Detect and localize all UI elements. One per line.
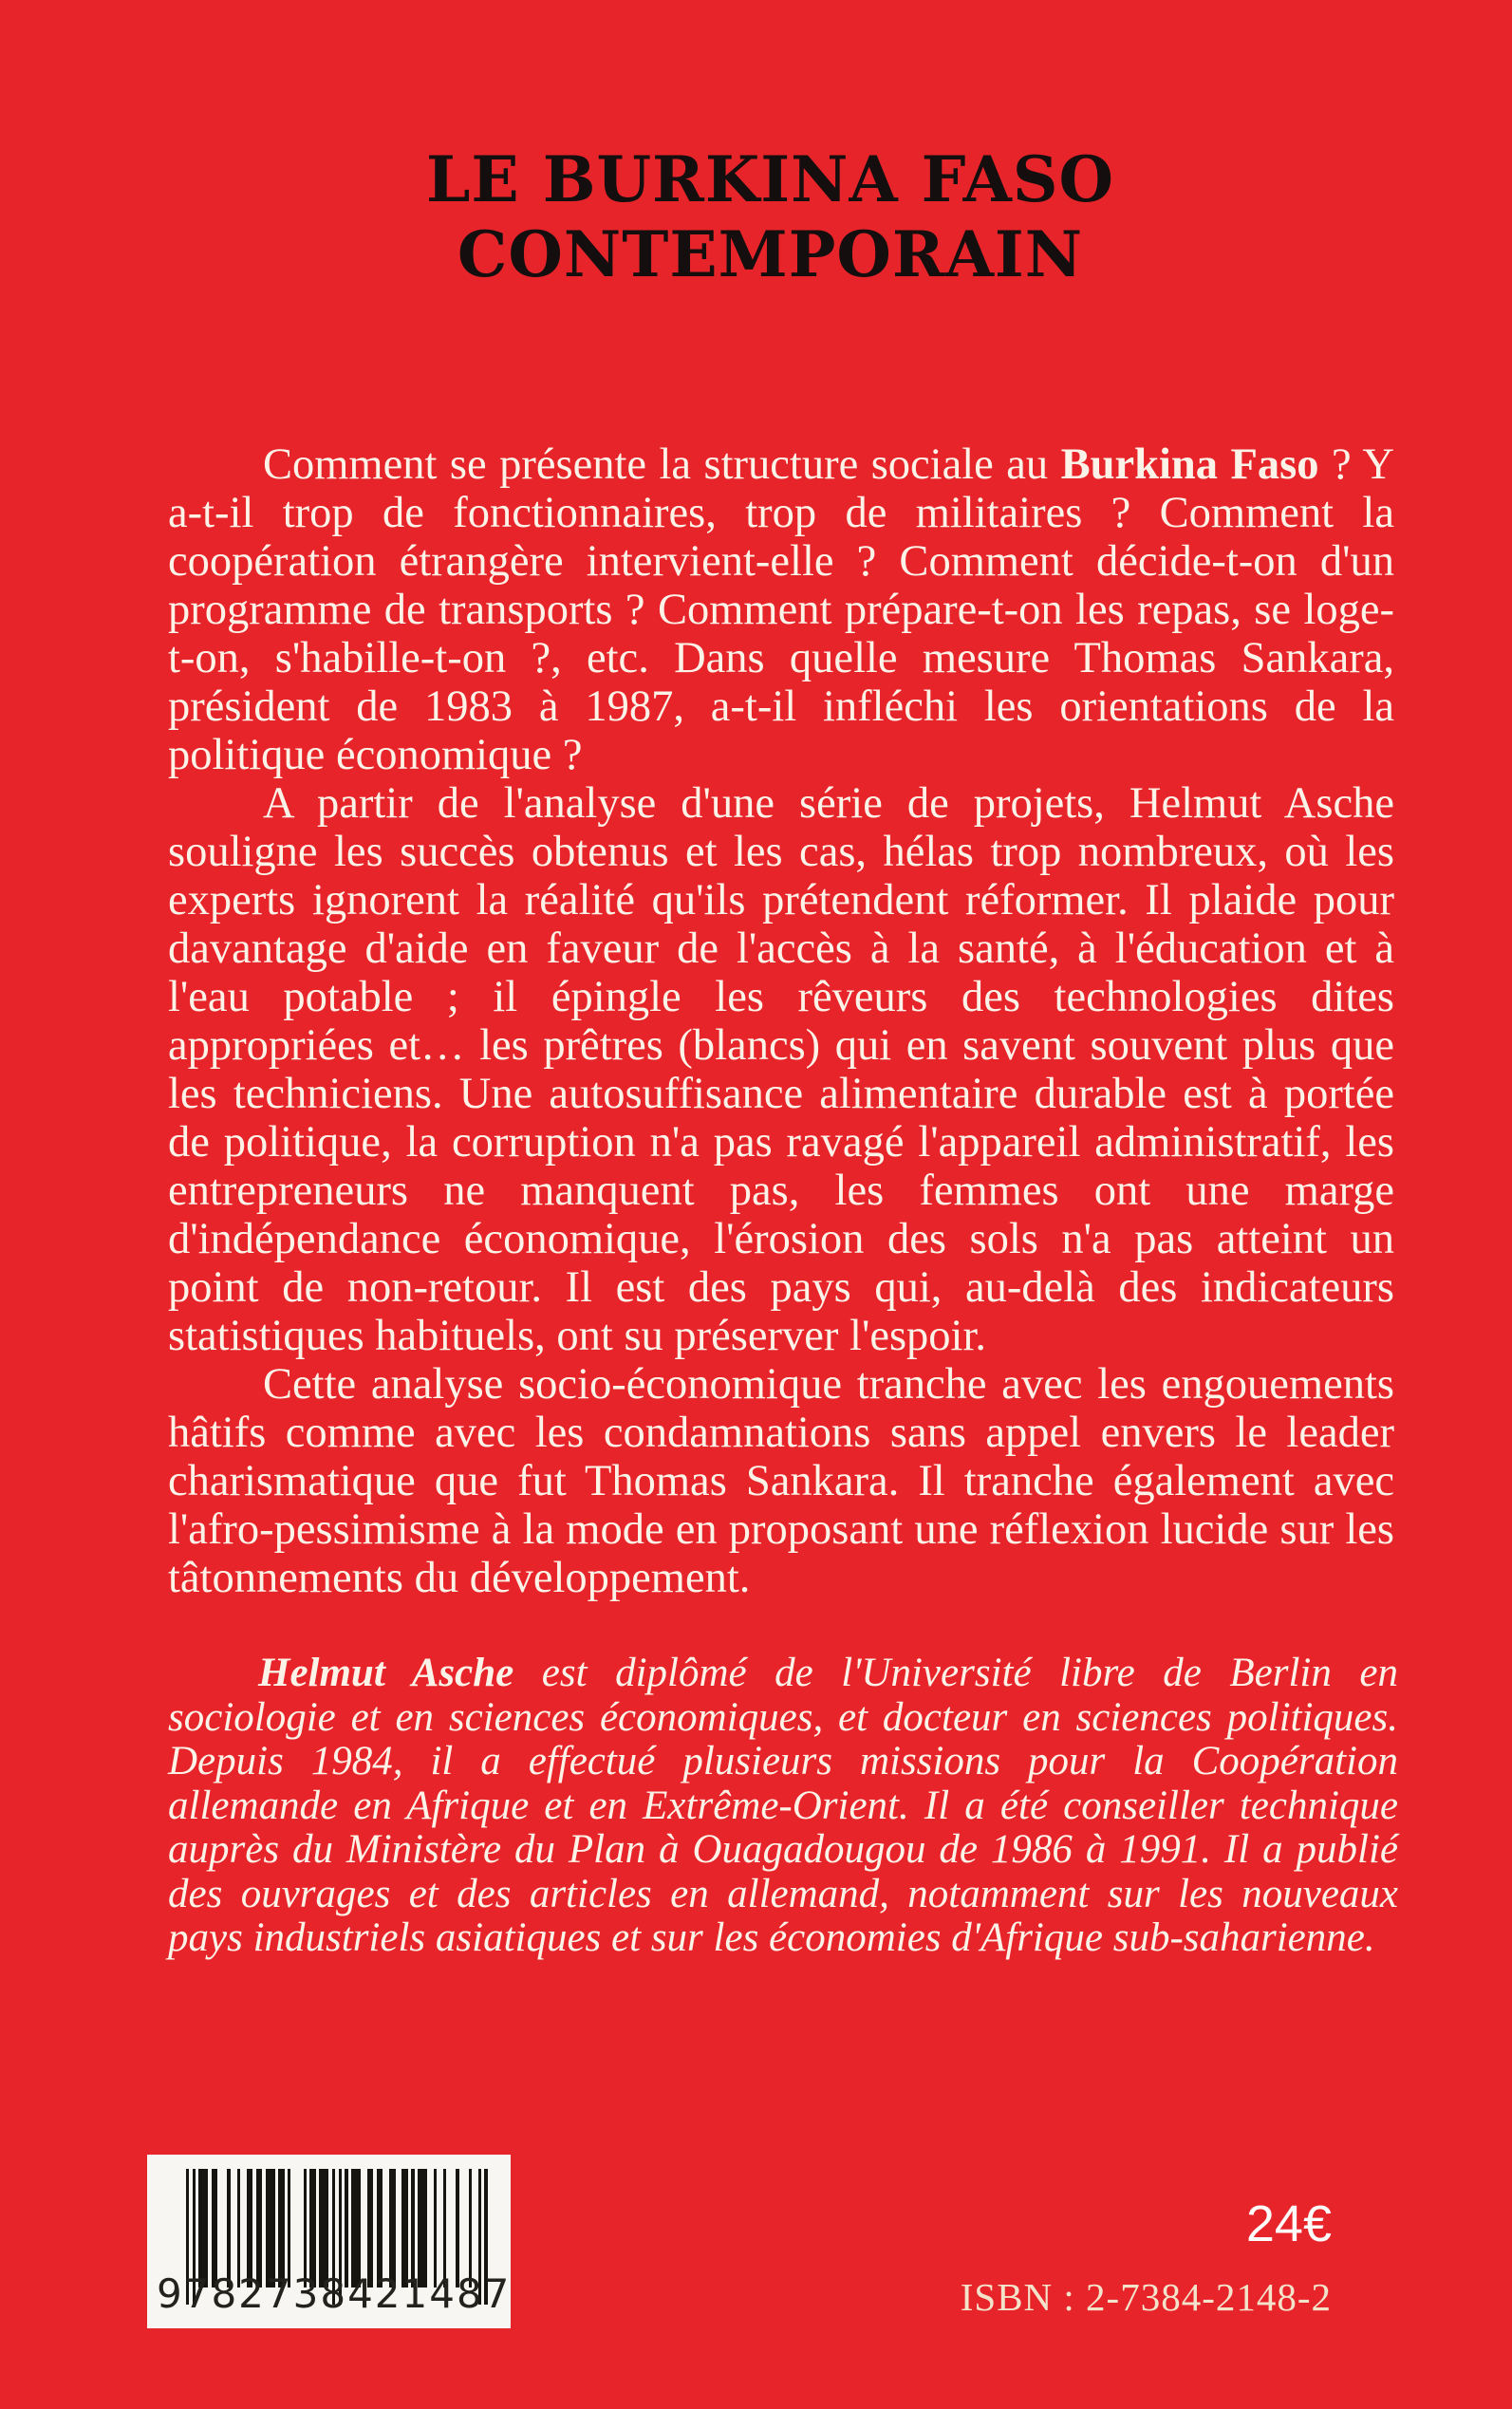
author-name: Helmut Asche bbox=[258, 1651, 514, 1695]
barcode-digits-left: 782738 bbox=[183, 2270, 348, 2317]
synopsis-paragraph-1 bbox=[168, 440, 1394, 779]
isbn-label: ISBN : 2-7384-2148-2 bbox=[960, 2275, 1332, 2319]
barcode bbox=[147, 2155, 511, 2328]
book-title-line1: LE BURKINA FASO bbox=[426, 142, 1114, 216]
synopsis bbox=[168, 440, 1394, 1602]
book-title-line2: CONTEMPORAIN bbox=[457, 217, 1084, 291]
synopsis-p1-bold-country: Burkina Faso bbox=[1060, 440, 1319, 489]
author-bio-text: est diplômé de l'Université libre de Berlin en sociologie et en sciences économiques, et docteur en sciences politiques. Depuis 1984, il a effectué plusieurs missions pour la Coopération allemande en Afrique et en Extrême-Orient. Il a été conseiller technique auprès du Ministère du Plan à Ouagadougou de 1986 à 1991. Il a publié des ouvrages et des articles en allemand, notamment sur les nouveaux pays industriels asiatiques et sur les économies d'Afrique sub-saharienne. bbox=[168, 1651, 1398, 1960]
price-label: 24€ bbox=[1245, 2195, 1332, 2252]
barcode-number bbox=[157, 2270, 512, 2317]
book-title bbox=[28, 142, 1512, 292]
synopsis-p1-text: Comment se présente la structure sociale au bbox=[263, 440, 1061, 489]
barcode-digit-first: 9 bbox=[157, 2270, 184, 2317]
synopsis-paragraph-3: Cette analyse socio-économique tranche avec les engouements hâtifs comme avec les condamnations sans appel envers le leader charismatique que fut Thomas Sankara. Il tranche également avec l'afro-pessimisme à la mode en proposant une réflexion lucide sur les tâtonnements du développement. bbox=[168, 1360, 1394, 1602]
synopsis-p1-text-rest: ? Y a-t-il trop de fonctionnaires, trop de militaires ? Comment la coopération étrangère intervient-elle ? Comment décide-t-on d'un programme de transports ? Comment prépare-t-on les repas, se loge-t-on, s'habille-t-on ?, etc. Dans quelle mesure Thomas Sankara, président de 1983 à 1987, a-t-il infléchi les orientations de la politique économique ? bbox=[168, 440, 1394, 779]
barcode-digits-right: 421487 bbox=[347, 2270, 512, 2317]
synopsis-paragraph-2: A partir de l'analyse d'une série de projets, Helmut Asche souligne les succès obtenus et les cas, hélas trop nombreux, où les experts ignorent la réalité qu'ils prétendent réformer. Il plaide pour davantage d'aide en faveur de l'accès à la santé, à l'éducation et à l'eau potable ; il épingle les rêveurs des technologies dites appropriées et… les prêtres (blancs) qui en savent souvent plus que les techniciens. Une autosuffisance alimentaire durable est à portée de politique, la corruption n'a pas ravagé l'appareil administratif, les entrepreneurs ne manquent pas, les femmes ont une marge d'indépendance économique, l'érosion des sols n'a pas atteint un point de non-retour. Il est des pays qui, au-delà des indicateurs statistiques habituels, ont su préserver l'espoir. bbox=[168, 779, 1394, 1360]
author-bio bbox=[168, 1652, 1398, 1961]
